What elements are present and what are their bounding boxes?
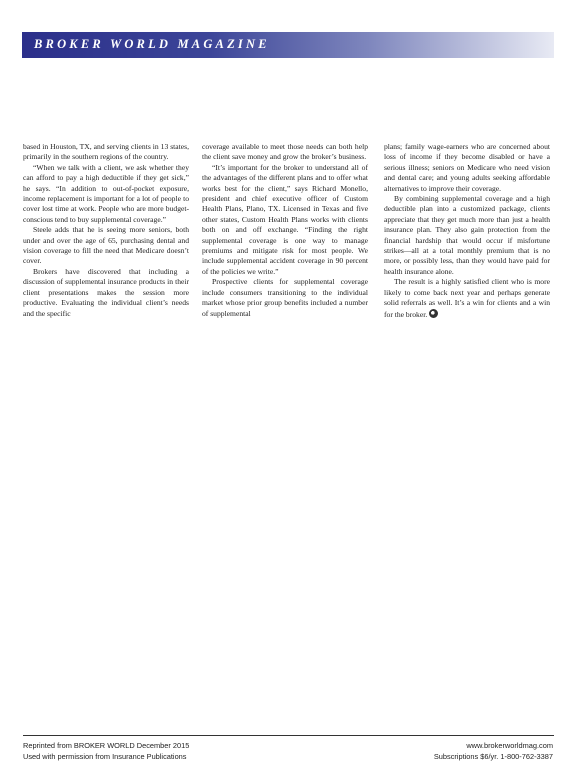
paragraph (384, 277, 550, 320)
article-column-2 (202, 142, 368, 319)
masthead-band (22, 32, 554, 58)
paragraph: Prospective clients for supplemental coverage include consumers transitioning to the individual market whose prior group benefits included a number of supplemental (202, 277, 368, 318)
paragraph: “It’s important for the broker to understand all of the advantages of the different plans and to offer what works best for the client,” says Richard Monello, president and chief executive officer of Custom Health Plans, Plano, TX. Licensed in Texas and five other states, Custom Health Plans works with clients both on and off exchange. “Finding the right supplemental coverage is one way to manage premiums and mitigate risk for most people. We include supplemental accident coverage in 90 percent of the policies we write.” (202, 162, 368, 276)
paragraph: Steele adds that he is seeing more seniors, both under and over the age of 65, purchasing dental and vision coverage to fill the need that Medicare doesn’t cover. (23, 225, 189, 266)
paragraph: Brokers have discovered that including a discussion of supplemental insurance products in their client presentations makes the session more productive. Evaluating the individual client’s needs and the specific (23, 266, 189, 318)
subscription-line: Subscriptions $6/yr. 1-800-762-3387 (433, 752, 553, 761)
permission-line: Used with permission from Insurance Publications (23, 752, 187, 761)
paragraph: based in Houston, TX, and serving clients in 13 states, primarily in the southern regions of the country. (23, 142, 189, 162)
paragraph: coverage available to meet those needs can both help the client save money and grow the broker’s business. (202, 142, 368, 162)
paragraph: “When we talk with a client, we ask whether they can afford to pay a high deductible if they get sick,” he says. “In addition to out-of-pocket exposure, income replacement is important for a lot of people to cover lost time at work. People who are more budget-conscious tend to buy supplemental coverage.” (23, 162, 189, 224)
reprint-line: Reprinted from BROKER WORLD December 2015 (23, 741, 190, 750)
paragraph: By combining supplemental coverage and a high deductible plan into a customized package, clients appreciate that they get much more than just a health insurance plan. They also gain protection from the financial hardship that would occur if misfortune strikes—all at a total monthly premium that is no more, or possibly less, than they would have paid for health insurance alone. (384, 194, 550, 276)
website-link[interactable]: www.brokerworldmag.com (466, 741, 553, 750)
end-of-article-icon (429, 309, 438, 318)
article-column-3 (384, 142, 550, 320)
footer-contact (380, 740, 553, 762)
magazine-title: BROKER WORLD MAGAZINE (34, 37, 270, 51)
paragraph-text: The result is a highly satisfied client who is more likely to come back next year and perhaps generate solid referrals as well. It’s a win for clients and a win for the broker. (384, 277, 550, 319)
paragraph: plans; family wage-earners who are concerned about loss of income if they become disabled or have a serious illness; seniors on Medicare who need vision and dental care; and young adults seeking affordable alternatives to improve their coverage. (384, 142, 550, 193)
footer-divider (23, 735, 554, 736)
footer-reprint-notice (23, 740, 189, 762)
article-column-1 (23, 142, 189, 319)
